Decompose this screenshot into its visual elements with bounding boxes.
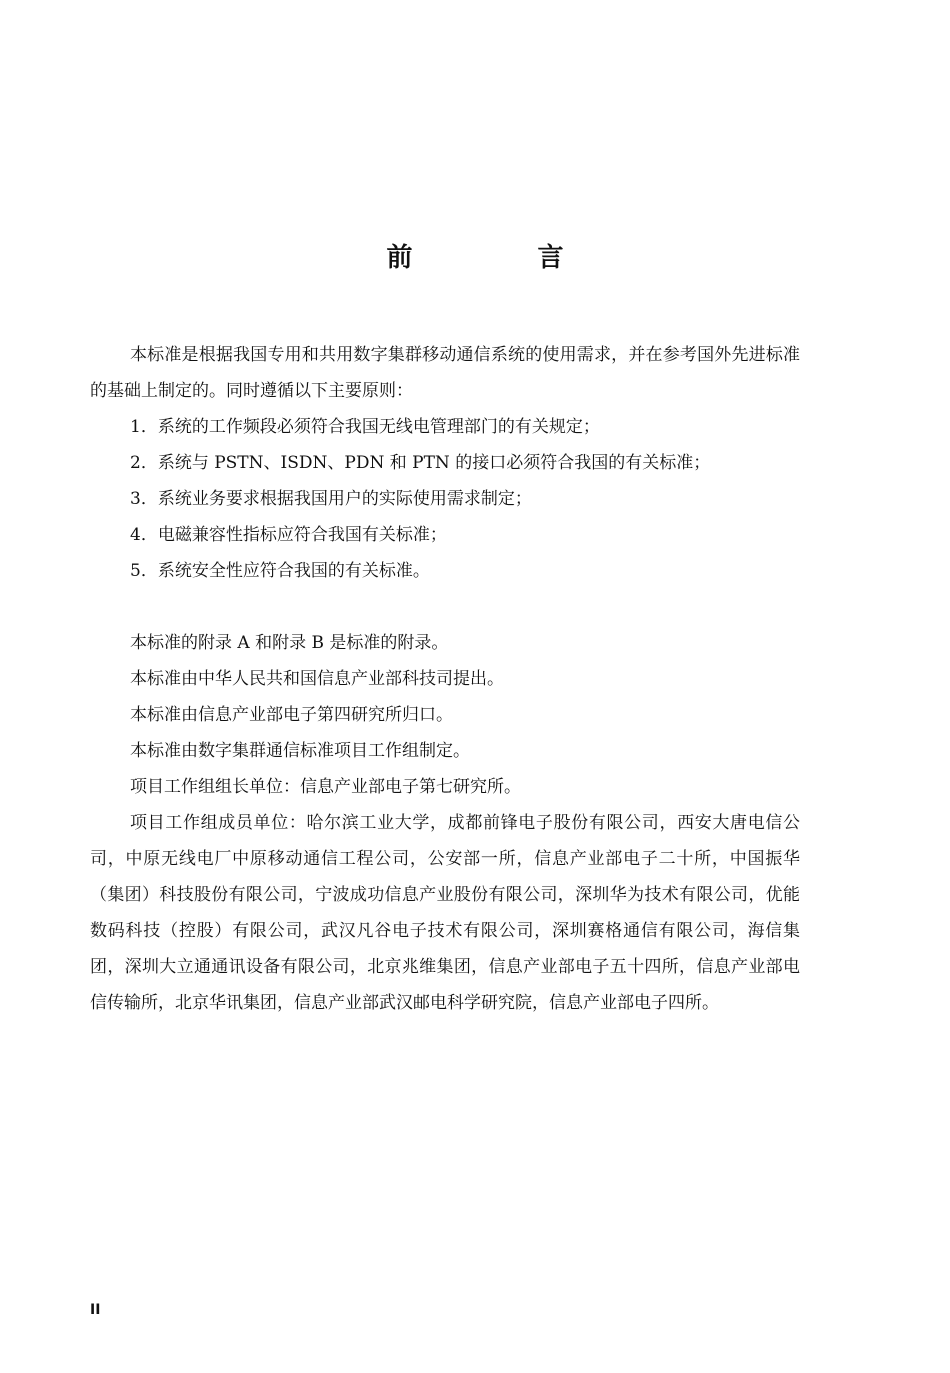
principle-item: 2．系统与 PSTN、ISDN、PDN 和 PTN 的接口必须符合我国的有关标准； — [130, 453, 711, 473]
principle-item: 5．系统安全性应符合我国的有关标准。 — [130, 561, 430, 581]
notes-list — [90, 625, 800, 805]
page-title: 前 言 — [386, 243, 622, 273]
principles-list — [90, 409, 800, 589]
note-paragraph: 本标准由中华人民共和国信息产业部科技司提出。 — [130, 669, 504, 689]
page-number: II — [90, 1302, 101, 1318]
principle-item: 4．电磁兼容性指标应符合我国有关标准； — [130, 525, 447, 545]
document-body — [90, 337, 800, 1021]
note-paragraph: 本标准由数字集群通信标准项目工作组制定。 — [130, 741, 470, 761]
intro-paragraph: 本标准是根据我国专用和共用数字集群移动通信系统的使用需求，并在参考国外先进标准的基础上制定的。同时遵循以下主要原则： — [90, 345, 800, 401]
note-paragraph: 本标准由信息产业部电子第四研究所归口。 — [130, 705, 453, 725]
principle-item: 3．系统业务要求根据我国用户的实际使用需求制定； — [130, 489, 532, 509]
members-paragraph: 项目工作组成员单位：哈尔滨工业大学，成都前锋电子股份有限公司，西安大唐电信公司，中原无线电厂中原移动通信工程公司，公安部一所，信息产业部电子二十所，中国振华（集团）科技股份有限公司，宁波成功信息产业股份有限公司，深圳华为技术有限公司，优能数码科技（控股）有限公司，武汉凡谷电子技术有限公司，深圳赛格通信有限公司，海信集团，深圳大立通通讯设备有限公司，北京兆维集团，信息产业部电子五十四所，信息产业部电信传输所，北京华讯集团，信息产业部武汉邮电科学研究院，信息产业部电子四所。 — [90, 813, 800, 1013]
paragraph-gap — [90, 589, 800, 625]
note-paragraph: 本标准的附录 A 和附录 B 是标准的附录。 — [130, 633, 449, 653]
principle-item: 1．系统的工作频段必须符合我国无线电管理部门的有关规定； — [130, 417, 600, 437]
note-paragraph: 项目工作组组长单位：信息产业部电子第七研究所。 — [130, 777, 521, 797]
